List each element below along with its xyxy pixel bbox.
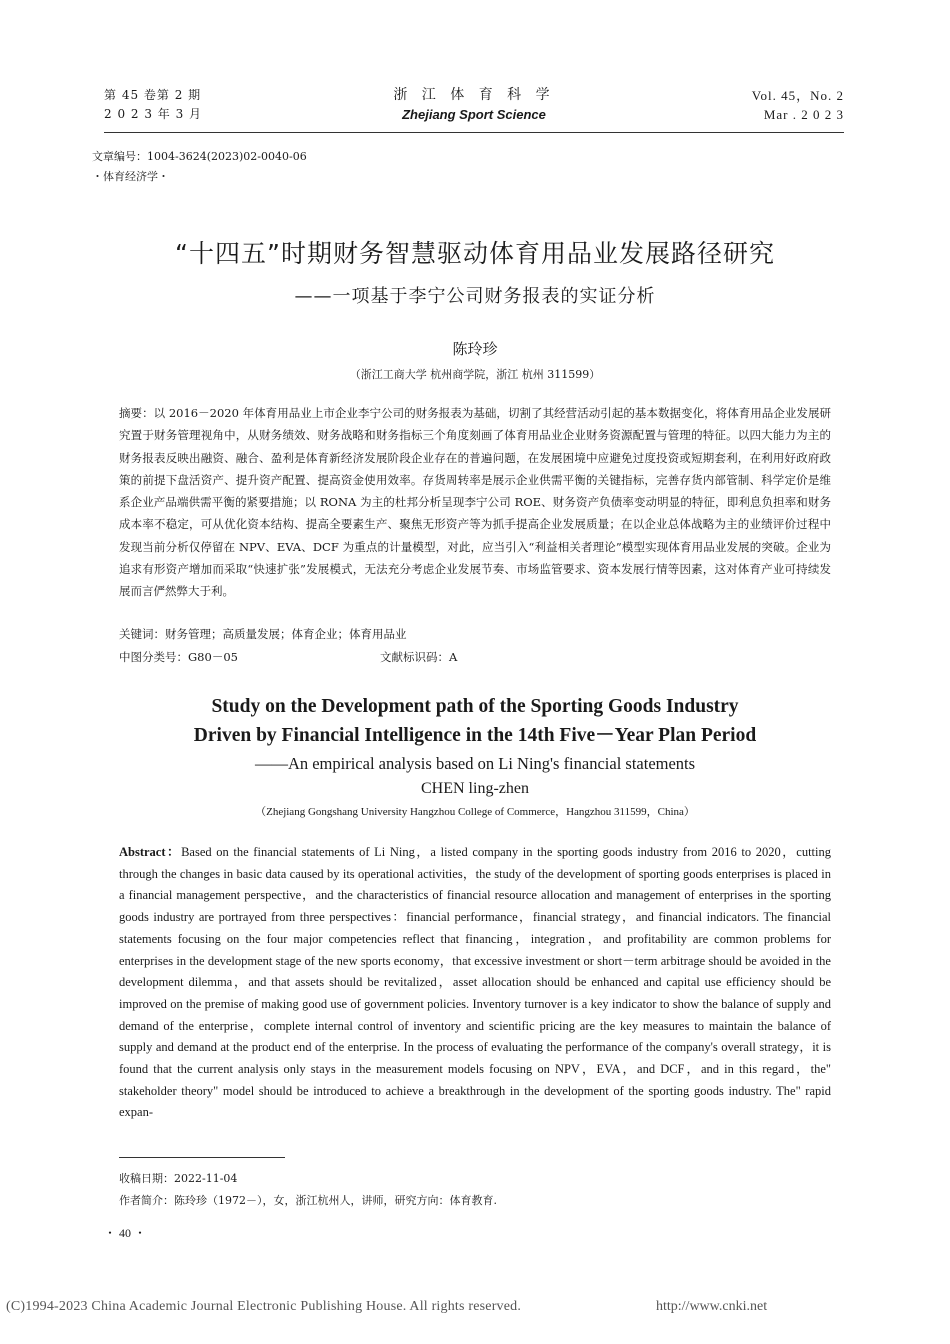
volume-issue-en: Vol. 45，No. 2 xyxy=(751,88,844,103)
journal-name-cn: 浙 江 体 育 科 学 xyxy=(393,87,555,103)
en-abstract-text: Based on the financial statements of Li Ning，a listed company in the sporting goods industry from 2016 to 2020，cutting through the changes in basic data caused by its operational activities，the study of the development of sporting goods enterprises is placed in a financial management perspective，and the characteristics of financial resource allocation and management of enterprises in the sporting goods industry are portrayed from three perspectives：financial performance，financial strategy，and financial indicators. The financial statements focusing on the four major competencies reflect that financing，integration，and profitability are common problems for enterprises in the development stage of the new sports economy，that excessive investment or short－term arbitrage should be avoided in the development dilemma，and that assets should be revitalized，asset allocation should be enhanced and capital use efficiency should be improved on the premise of making good use of government policies. Inventory turnover is a key indicator to show the balance of supply and demand of the enterprise，complete internal control of inventory and scientific pricing are the key measures to maintain the balance of supply and demand at the product end of the enterprise. In the process of evaluating the performance of the company's overall strategy，it is found that the current analysis only stays in the measurement models focusing on NPV，EVA，and DCF，and in this regard，the" stakeholder theory" model should be introduced to achieve a breakthrough in the development of the sporting goods industry. The" rapid expan- xyxy=(119,845,832,1120)
cn-abstract-label: 摘要： xyxy=(119,406,154,420)
en-title-line2: Driven by Financial Intelligence in the 14th Five－Year Plan Period xyxy=(193,725,757,746)
doc-code-label: 文献标识码： xyxy=(380,650,449,664)
header-right xyxy=(752,86,844,124)
en-affiliation: （Zhejiang Gongshang University Hangzhou College of Commerce，Hangzhou 311599，China） xyxy=(255,806,695,818)
en-abstract xyxy=(119,842,831,1124)
cnki-url[interactable]: http://www.cnki.net xyxy=(656,1299,768,1314)
document-code xyxy=(380,647,457,667)
clc-number xyxy=(119,647,238,667)
footnote-divider xyxy=(119,1157,285,1158)
journal-name-en: Zhejiang Sport Science xyxy=(402,107,546,122)
en-subtitle: ——An empirical analysis based on Li Ning's financial statements xyxy=(254,754,696,773)
cn-author: 陈玲珍 xyxy=(452,340,498,358)
en-title xyxy=(0,692,950,750)
column-label: ・体育经济学・ xyxy=(92,170,169,183)
cn-abstract-text: 以 2016－2020 年体育用品业上市企业李宁公司的财务报表为基础，切割了其经营活动引起的基本数据变化，将体育用品企业发展研究置于财务管理视角中，从财务绩效、财务战略和财务指标三个角度刻画了体育用品业企业财务资源配置与管理的特征。以四大能力为主的财务报表反映出融资、融合、盈利是体育新经济发展阶段企业存在的普遍问题，在发展困境中应避免过度投资或短期套利，在利用好政府政策的前提下盘活资产、提升资产配置、提高资金使用效率。存货周转率是展示企业供需平衡的关键指标，完善存货内部管制、科学定价是维系企业产品端供需平衡的紧要措施；以 RONA 为主的杜邦分析呈现李宁公司 ROE、财务资产负债率变动明显的特征，即利息负担率和财务成本率不稳定，可从优化资本结构、提高全要素生产、聚焦无形资产等为抓手提高企业发展质量；在以企业总体战略为主的业绩评价过程中发现当前分析仅停留在 NPV、EVA、DCF 为重点的计量模型，对此，应当引入“利益相关者理论”模型实现体育用品业发展的突破。企业为追求有形资产增加而采取“快速扩张”发展模式，无法充分考虑企业发展节奏、市场监管要求、资本发展行情等因素，这对体育产业可持续发展而言俨然弊大于利。 xyxy=(119,406,832,599)
date-cn: 2 0 2 3 年 3 月 xyxy=(104,107,203,121)
cn-abstract xyxy=(119,402,831,603)
header-center xyxy=(104,86,844,125)
copyright-notice: (C)1994-2023 China Academic Journal Electronic Publishing House. All rights reserved. xyxy=(6,1299,522,1314)
cn-keywords xyxy=(119,624,407,644)
article-number: 文章编号：1004-3624(2023)02-0040-06 xyxy=(92,150,307,163)
header-divider xyxy=(104,132,844,133)
clc-value: G80－05 xyxy=(188,650,238,664)
date-en: Mar . 2 0 2 3 xyxy=(763,107,844,122)
doc-code-value: A xyxy=(449,650,458,664)
running-header xyxy=(104,86,844,126)
en-author: CHEN ling-zhen xyxy=(421,780,529,797)
en-title-line1: Study on the Development path of the Sporting Goods Industry xyxy=(211,696,739,717)
volume-issue-cn: 第 45 卷第 2 期 xyxy=(104,88,202,102)
en-abstract-label: Abstract： xyxy=(119,845,182,859)
received-date: 收稿日期：2022-11-04 xyxy=(119,1172,238,1185)
cn-affiliation: （浙江工商大学 杭州商学院，浙江 杭州 311599） xyxy=(349,368,601,381)
author-bio: 作者简介：陈玲珍（1972－），女，浙江杭州人，讲师，研究方向：体育教育. xyxy=(119,1194,497,1207)
clc-label: 中图分类号： xyxy=(119,650,188,664)
page-number: ・ 40 ・ xyxy=(104,1226,147,1240)
cn-keywords-label: 关键词： xyxy=(119,627,165,641)
cn-title: “十四五”时期财务智慧驱动体育用品业发展路径研究 xyxy=(175,239,775,268)
cn-keywords-text: 财务管理；高质量发展；体育企业；体育用品业 xyxy=(165,627,407,641)
cn-subtitle: ——一项基于李宁公司财务报表的实证分析 xyxy=(294,286,656,307)
